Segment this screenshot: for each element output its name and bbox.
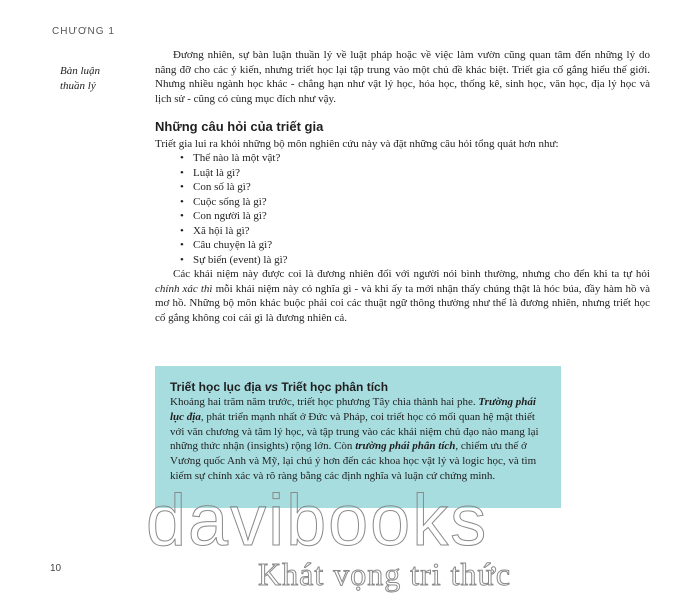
section-heading: Những câu hỏi của triết gia <box>155 119 324 134</box>
list-item: • Câu chuyện là gì? <box>193 238 650 253</box>
box-text-3: , chiếm ưu thế ở Vương quốc Anh và Mỹ, lại chú ý hơn đến các khoa học vật lý và logic học, và tìm kiếm sự chính xác và rõ ràng bằng các định nghĩa và luận cứ chứng minh. <box>170 440 537 482</box>
margin-note-line-2: thuần lý <box>60 80 96 92</box>
box-text-2: , phát triển mạnh nhất ở Đức và Pháp, coi triết học có mối quan hệ mật thiết với văn chương và tâm lý học, và tập trung vào các khái niệm chủ đạo nào mang lại những thức nhận (insights) rộng lớn. Còn <box>170 410 539 453</box>
question-list <box>155 151 650 267</box>
box-term-analytic: trường phái phân tích <box>355 440 456 453</box>
section-lead: Triết gia lui ra khỏi những bộ môn nghiên cứu này và đặt những câu hỏi tổng quát hơn như: <box>155 137 559 150</box>
closing-text-1: Các khái niệm này được coi là đương nhiên đối với người nói bình thường, nhưng cho đến khi ta tự hỏi <box>173 268 650 280</box>
margin-note-line-1: Bàn luận <box>60 65 101 77</box>
list-item: • Luật là gì? <box>193 166 650 181</box>
chapter-header: CHƯƠNG 1 <box>52 26 115 37</box>
box-text <box>170 395 544 484</box>
list-item: • Con số là gì? <box>193 180 650 195</box>
list-item: • Con người là gì? <box>193 209 650 224</box>
list-item: • Sự biến (event) là gì? <box>193 253 650 268</box>
box-title-vs: vs <box>264 380 279 394</box>
box-term-continental: Trường phái lục địa <box>170 396 536 423</box>
main-text <box>155 48 650 325</box>
closing-emphasis: chính xác thì <box>155 282 213 295</box>
box-title-a: Triết học lục địa <box>170 380 265 394</box>
list-item: • Thế nào là một vật? <box>193 151 650 166</box>
intro-paragraph: Đương nhiên, sự bàn luận thuần lý về luật pháp hoặc về việc làm vườn cũng quan tâm đến những lý do nâng đỡ cho các ý kiến, nhưng triết học lại tập trung vào một chủ đề khác biệt. Triết gia cố gắng hiểu thế giới. Nhưng nhiều ngành học khác - chẳng hạn như vật lý học, hóa học, thống kê, sinh học, văn học, địa lý học và lịch sử - cũng có cùng mục đích như vậy. <box>155 49 650 105</box>
closing-paragraph <box>155 267 650 325</box>
list-item: • Xã hội là gì? <box>193 224 650 239</box>
box-title <box>170 380 561 394</box>
page-number: 10 <box>50 563 62 574</box>
box-title-b: Triết học phân tích <box>278 380 389 394</box>
closing-text-2: mỗi khái niệm này có nghĩa gì - và khi ấy ta mới nhận thấy chúng thật là hóc búa, đầy hàm hồ và mơ hồ. Những bộ môn khác buộc phải coi các thuật ngữ thông thường như thế là đương nhiên, nhưng triết học cố gắng không coi cái gì là đương nhiên cả. <box>155 282 650 324</box>
margin-note <box>60 64 145 94</box>
watermark-slogan: Khát vọng tri thức <box>258 556 512 592</box>
box-text-1: Khoảng hai trăm năm trước, triết học phương Tây chia thành hai phe. <box>170 396 479 408</box>
watermark-brand: davibooks <box>146 481 489 561</box>
list-item: • Cuộc sống là gì? <box>193 195 650 210</box>
